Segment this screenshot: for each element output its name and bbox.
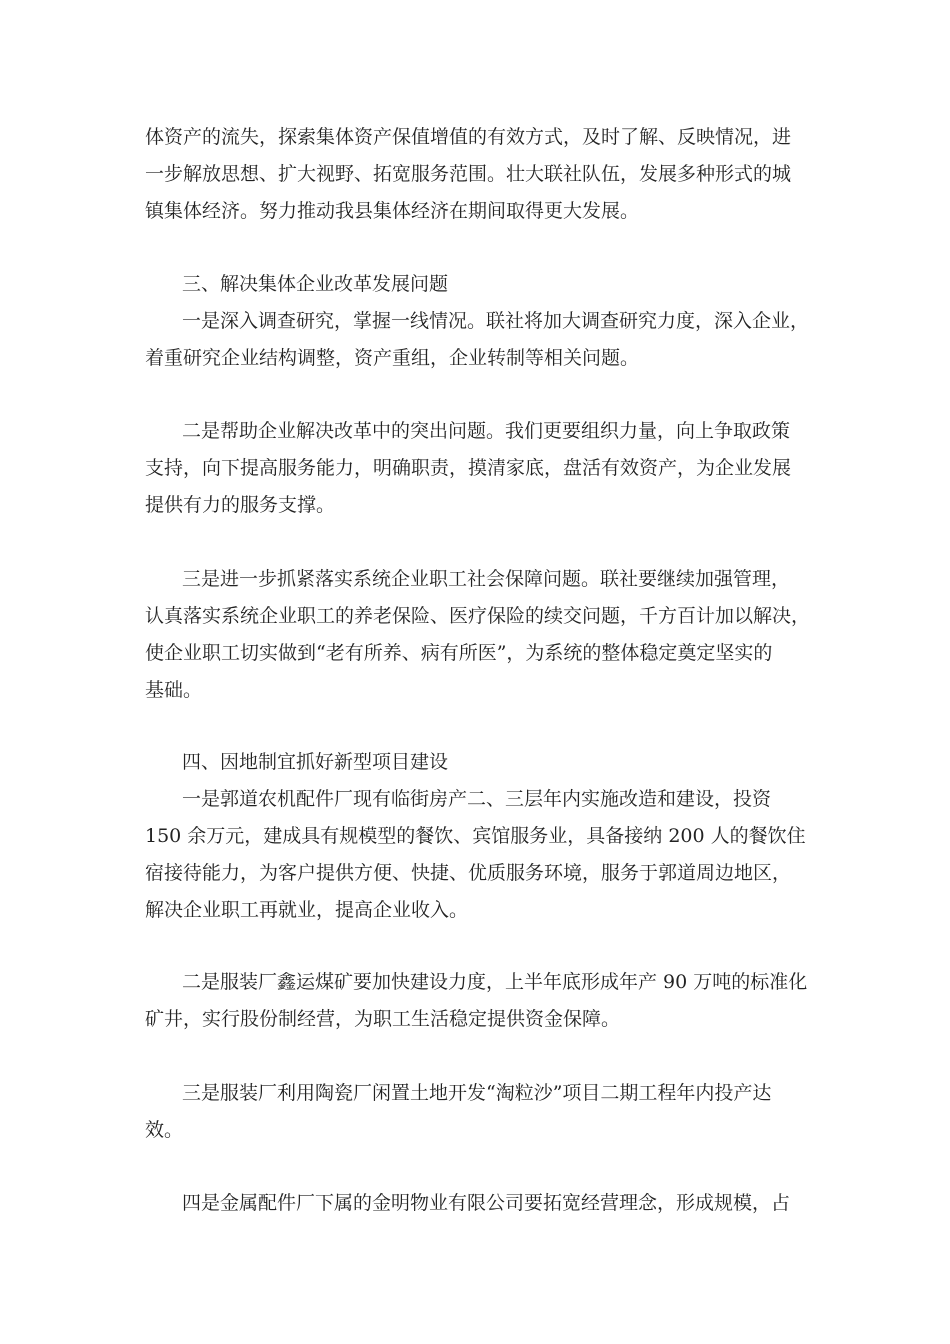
text-line: 效。	[145, 1119, 184, 1141]
paragraph	[145, 561, 810, 709]
paragraph	[145, 303, 810, 377]
text-line: 四是金属配件厂下属的金明物业有限公司要拓宽经营理念，形成规模，占	[182, 1192, 791, 1214]
heading-text: 四、因地制宜抓好新型项目建设	[182, 751, 449, 773]
paragraph	[145, 781, 810, 929]
text-line: 宿接待能力，为客户提供方便、快捷、优质服务环境，服务于郭道周边地区，	[145, 862, 792, 884]
paragraph	[145, 1185, 810, 1222]
text-line: 提供有力的服务支撑。	[145, 494, 336, 516]
text-line: 三是进一步抓紧落实系统企业职工社会保障问题。联社要继续加强管理，	[182, 568, 791, 590]
paragraph	[145, 1075, 810, 1149]
text-line: 体资产的流失，探索集体资产保值增值的有效方式，及时了解、反映情况，进	[145, 126, 792, 148]
text-line: 认真落实系统企业职工的养老保险、医疗保险的续交问题，千方百计加以解决，	[145, 605, 811, 627]
text-line: 解决企业职工再就业，提高企业收入。	[145, 899, 469, 921]
section-heading-4	[145, 744, 810, 781]
text-line: 使企业职工切实做到“老有所养、病有所医”，为系统的整体稳定奠定坚实的	[145, 642, 773, 664]
text-line: 150 余万元，建成具有规模型的餐饮、宾馆服务业，具备接纳 200 人的餐饮住	[145, 825, 806, 847]
text-line: 支持，向下提高服务能力，明确职责，摸清家底，盘活有效资产，为企业发展	[145, 457, 792, 479]
text-line: 矿井，实行股份制经营，为职工生活稳定提供资金保障。	[145, 1008, 621, 1030]
text-line: 基础。	[145, 679, 203, 701]
paragraph-continuation	[145, 119, 810, 230]
text-line: 二是服装厂鑫运煤矿要加快建设力度，上半年底形成年产 90 万吨的标准化	[182, 971, 808, 993]
text-line: 镇集体经济。努力推动我县集体经济在期间取得更大发展。	[145, 200, 640, 222]
text-line: 一步解放思想、扩大视野、拓宽服务范围。壮大联社队伍，发展多种形式的城	[145, 163, 792, 185]
text-line: 三是服装厂利用陶瓷厂闲置土地开发“淘粒沙”项目二期工程年内投产达	[182, 1082, 772, 1104]
paragraph	[145, 413, 810, 524]
text-line: 一是郭道农机配件厂现有临街房产二、三层年内实施改造和建设，投资	[182, 788, 772, 810]
text-line: 二是帮助企业解决改革中的突出问题。我们更要组织力量，向上争取政策	[182, 420, 791, 442]
heading-text: 三、解决集体企业改革发展问题	[182, 273, 449, 295]
text-line: 一是深入调查研究，掌握一线情况。联社将加大调查研究力度，深入企业，	[182, 310, 810, 332]
section-heading-3	[145, 266, 810, 303]
text-line: 着重研究企业结构调整，资产重组，企业转制等相关问题。	[145, 347, 640, 369]
paragraph	[145, 964, 810, 1038]
